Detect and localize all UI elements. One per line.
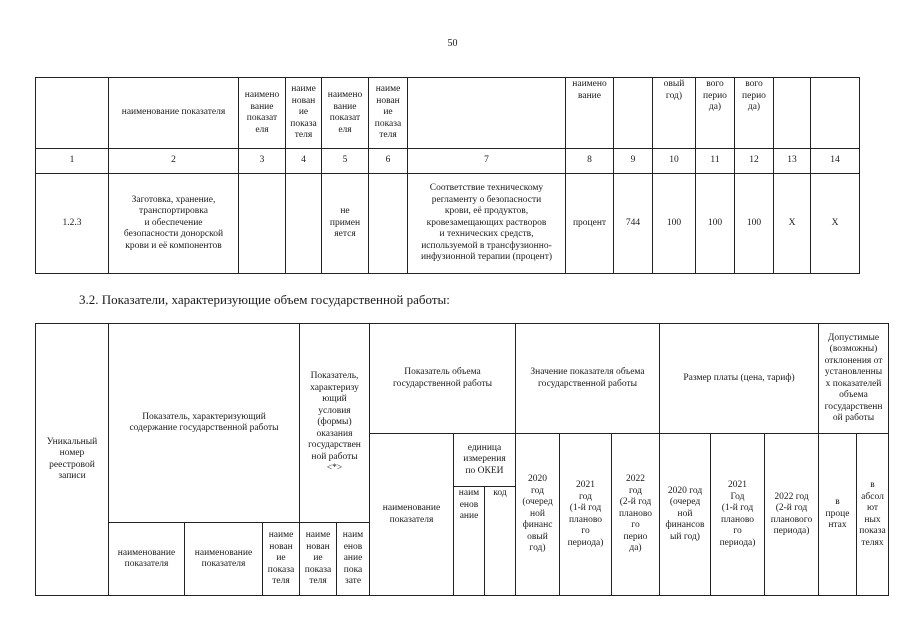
page-number: 50 xyxy=(447,38,458,49)
t2-value-2022: 2022 год (2-й год планово го перио да) xyxy=(611,433,660,596)
t1-row-name: Заготовка, хранение, транспортировка и обеспечение безопасности донорской крови и её компонентов xyxy=(108,173,239,274)
t1-colnum-9: 9 xyxy=(613,148,653,174)
t2-condition-name-2: наим енов ание пока зате xyxy=(336,522,370,596)
t2-conditions-group: Показатель, характеризу ющий условия (формы) оказания государствен ной работы <*> xyxy=(299,323,370,523)
t1-row-unit: процент xyxy=(565,173,614,274)
t2-fee-2022: 2022 год (2-й год планового периода) xyxy=(764,433,819,596)
t2-unique-number: Уникальный номер реестровой записи xyxy=(35,323,109,596)
t1-header-col8: наимено вание xyxy=(565,77,614,149)
t2-content-name-2: наименование показателя xyxy=(184,522,263,596)
t1-colnum-10: 10 xyxy=(652,148,696,174)
t2-value-group: Значение показателя объема государственной работы xyxy=(515,323,660,434)
t1-header-col10: овый год) xyxy=(652,77,696,149)
t1-row-deviation-percent: X xyxy=(773,173,811,274)
t2-deviation-absolute: в абсол ют ных показа телях xyxy=(856,433,889,596)
t2-unit-okei: единица измерения по ОКЕИ xyxy=(453,433,516,487)
t2-value-2021: 2021 год (1-й год планово го периода) xyxy=(559,433,612,596)
t1-header-col2: наименование показателя xyxy=(108,77,239,149)
t2-content-group: Показатель, характеризующий содержание государственной работы xyxy=(108,323,300,523)
t1-colnum-1: 1 xyxy=(35,148,109,174)
t2-unit-code: код xyxy=(484,486,516,596)
t1-row-value-2020: 100 xyxy=(652,173,696,274)
t1-colnum-12: 12 xyxy=(734,148,774,174)
t2-deviation-group: Допустимые (возможны) отклонения от установленны х показателей объема государственн ой работы xyxy=(818,323,889,434)
t1-header-col14 xyxy=(810,77,860,149)
t1-row-deviation-absolute: X xyxy=(810,173,860,274)
t1-row-col3 xyxy=(238,173,286,274)
t1-row-code: 1.2.3 xyxy=(35,173,109,274)
t2-value-2020: 2020 год (очеред ной финанс овый год) xyxy=(515,433,560,596)
t1-header-col11: вого перио да) xyxy=(695,77,735,149)
t1-row-col6 xyxy=(368,173,408,274)
t2-unit-name: наим енов ание xyxy=(453,486,485,596)
t1-colnum-6: 6 xyxy=(368,148,408,174)
t1-header-col7 xyxy=(407,77,566,149)
t1-header-col3: наимено вание показат еля xyxy=(238,77,286,149)
t1-row-value-2022: 100 xyxy=(734,173,774,274)
t2-volume-group: Показатель объема государственной работы xyxy=(369,323,516,434)
t1-colnum-7: 7 xyxy=(407,148,566,174)
t1-header-col4: наиме нован ие показа теля xyxy=(285,77,322,149)
t1-header-col5: наимено вание показат еля xyxy=(321,77,369,149)
t2-fee-group: Размер платы (цена, тариф) xyxy=(659,323,819,434)
t1-header-col1 xyxy=(35,77,109,149)
t1-colnum-5: 5 xyxy=(321,148,369,174)
t2-fee-2020: 2020 год (очеред ной финансов ый год) xyxy=(659,433,711,596)
t2-content-name-1: наименование показателя xyxy=(108,522,185,596)
section-heading: 3.2. Показатели, характеризующие объем государственной работы: xyxy=(79,292,450,307)
t1-colnum-11: 11 xyxy=(695,148,735,174)
t1-header-col12: вого перио да) xyxy=(734,77,774,149)
t1-row-not-applicable: не примен яется xyxy=(321,173,369,274)
t1-row-okei-code: 744 xyxy=(613,173,653,274)
t1-row-value-2021: 100 xyxy=(695,173,735,274)
t1-header-col13 xyxy=(773,77,811,149)
t2-content-name-3: наиме нован ие показа теля xyxy=(262,522,300,596)
t1-header-col9 xyxy=(613,77,653,149)
t1-colnum-3: 3 xyxy=(238,148,286,174)
t1-colnum-14: 14 xyxy=(810,148,860,174)
t1-colnum-13: 13 xyxy=(773,148,811,174)
t2-condition-name-1: наиме нован ие показа теля xyxy=(299,522,337,596)
t2-deviation-percent: в проце нтах xyxy=(818,433,857,596)
t1-colnum-2: 2 xyxy=(108,148,239,174)
t1-header-col6: наиме нован ие показа теля xyxy=(368,77,408,149)
t1-row-indicator: Соответствие техническому регламенту о безопасности крови, её продуктов, кровезамещающих растворов и технических средств, используемой в трансфузионно- инфузионной терапии (процент) xyxy=(407,173,566,274)
t1-colnum-8: 8 xyxy=(565,148,614,174)
t1-colnum-4: 4 xyxy=(285,148,322,174)
t1-row-col4 xyxy=(285,173,322,274)
t2-fee-2021: 2021 Год (1-й год планово го периода) xyxy=(710,433,765,596)
t2-indicator-name: наименование показателя xyxy=(369,433,454,596)
